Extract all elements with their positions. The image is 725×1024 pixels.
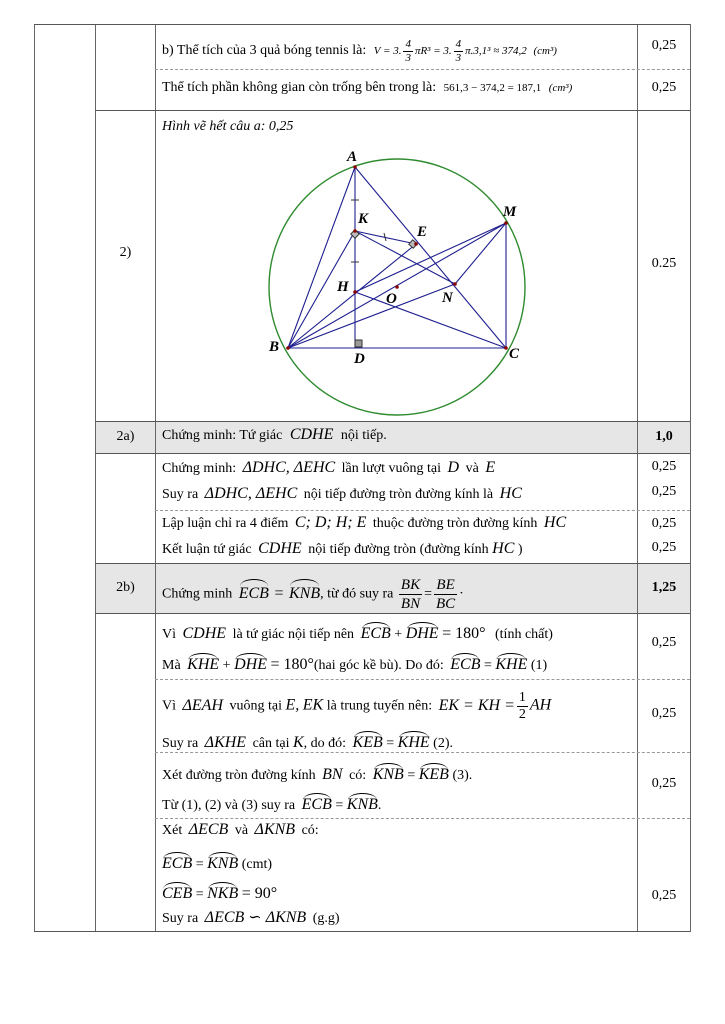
p1-score: 0,25	[651, 635, 677, 650]
text: (cmt)	[241, 857, 273, 872]
math: ΔKNB	[254, 821, 296, 838]
text: Chứng minh	[162, 586, 233, 602]
text: Xét	[162, 823, 183, 838]
angle: ECB	[162, 855, 193, 872]
text: nội tiếp đường tròn (đường kính	[308, 542, 489, 557]
angle: CEB	[162, 885, 193, 902]
row-2a-line-4	[162, 541, 523, 558]
row-2a-line-1	[162, 460, 495, 477]
text: Lập luận chỉ ra 4 điểm	[162, 516, 289, 531]
row-b-score: 0,25	[651, 38, 677, 53]
point-h	[353, 290, 357, 294]
row-2-score: 0.25	[651, 256, 677, 271]
frac-num: 4	[455, 38, 462, 50]
math: BN	[322, 766, 343, 783]
row-empty-text	[162, 80, 572, 96]
row-2a-label: 2a)	[116, 429, 135, 444]
empty-space-formula: 561,3 − 374,2 = 187,1	[443, 82, 542, 94]
angle: KEB	[418, 766, 449, 783]
text: và	[234, 823, 249, 838]
text: có:	[301, 823, 319, 838]
volume-formula	[373, 38, 557, 64]
angle: KNB	[289, 581, 320, 605]
frac-den: 3	[455, 52, 462, 64]
label-h: H	[337, 279, 349, 295]
segment-hm	[355, 223, 506, 292]
text: Vì	[162, 698, 176, 714]
math: C; D; H; E	[294, 514, 367, 531]
empty-space-label: Thể tích phần không gian còn trống bên trong là:	[162, 80, 437, 95]
math: ΔDHC, ΔEHC	[242, 459, 336, 476]
text: Từ (1), (2) và (3) suy ra	[162, 798, 296, 813]
math: E,	[285, 696, 300, 714]
point-m	[504, 221, 508, 225]
row-2a-line-3	[162, 515, 566, 532]
formula-mid: πR³ = 3.	[414, 45, 452, 58]
text: (hai góc kề bù). Do đó:	[313, 658, 444, 673]
math: CDHE	[289, 426, 334, 443]
text: (2).	[433, 736, 453, 751]
frac-num: BE	[434, 576, 457, 595]
row-2b-score: 1,25	[651, 580, 677, 595]
fraction	[434, 576, 457, 613]
point-a	[353, 165, 357, 169]
unit: (cm³)	[548, 82, 573, 94]
text: )	[517, 542, 523, 557]
table-col-divider-2	[155, 24, 156, 932]
label-o: O	[386, 291, 397, 307]
segment-kn	[355, 231, 455, 284]
text: , từ đó suy ra	[320, 586, 394, 602]
right-angle-d	[355, 340, 362, 347]
label-m: M	[503, 204, 517, 220]
p4-line-4	[162, 910, 340, 927]
label-n: N	[442, 290, 453, 306]
text: Suy ra	[162, 911, 199, 926]
label-a: A	[347, 149, 358, 165]
score-line-1: 0,25	[651, 459, 677, 474]
text: Chứng minh:	[162, 461, 237, 476]
row-2a-title	[162, 427, 387, 444]
math: HC	[499, 485, 522, 502]
frac-num: 1	[518, 690, 526, 705]
text: vuông tại	[229, 698, 282, 714]
text: lần lượt vuông tại	[341, 461, 442, 476]
math: CDHE	[182, 625, 227, 642]
text: Vì	[162, 627, 176, 642]
text: Xét đường tròn đường kính	[162, 768, 316, 783]
geometry-figure	[262, 140, 562, 425]
point-o	[395, 285, 399, 289]
point-e	[414, 242, 418, 246]
text: (g.g)	[312, 911, 340, 926]
unit: (cm³)	[533, 45, 557, 58]
point-k	[353, 229, 357, 233]
p2-score: 0,25	[651, 706, 677, 721]
angle: KHE	[187, 656, 220, 673]
angle: ECB	[239, 581, 269, 605]
p4-line-2: ECB = KNB (cmt)	[162, 855, 273, 872]
angle: DHE	[234, 656, 267, 673]
table-border-left	[34, 24, 35, 932]
frac-den: BC	[435, 596, 456, 612]
text: =	[274, 584, 284, 602]
angle: KNB	[207, 855, 239, 872]
math: E	[485, 459, 496, 476]
text: là trung tuyến nên:	[326, 698, 433, 714]
text: Chứng minh: Tứ giác	[162, 428, 283, 443]
angle: KNB	[372, 766, 404, 783]
math: AH	[529, 696, 552, 714]
row-2b-title: Chứng minh ECB = KNB, từ đó suy ra $\frac{BK}{BN}$ = $\frac{BE}{BC}$ ·	[162, 577, 464, 612]
angle: NKB	[207, 885, 239, 902]
frac-num: 4	[405, 38, 411, 50]
row-divider	[95, 563, 690, 564]
row-b-label: b) Thể tích của 3 quả bóng tennis là:	[162, 43, 367, 59]
fraction	[403, 38, 413, 65]
text: có:	[349, 768, 367, 783]
formula-rhs: π.3,1³ ≈ 374,2	[465, 45, 527, 58]
table-col-divider-3	[637, 24, 638, 932]
label-k: K	[358, 211, 369, 227]
angle: KEB	[352, 734, 383, 751]
fraction	[399, 576, 422, 613]
frac-den: 3	[405, 52, 411, 64]
math: CDHE	[258, 540, 302, 557]
angle: KNB	[346, 796, 378, 813]
math: HC	[543, 514, 567, 531]
row-divider	[155, 818, 690, 819]
text: và	[465, 461, 479, 476]
label-c: C	[509, 346, 520, 362]
score-line-2: 0,25	[651, 484, 677, 499]
label-d: D	[354, 351, 365, 367]
text: thuộc đường tròn đường kính	[372, 516, 538, 531]
row-divider	[155, 510, 690, 511]
p3-score: 0,25	[651, 776, 677, 791]
math: ΔKHE	[204, 734, 247, 751]
math: ΔECB	[188, 821, 229, 838]
p4-score: 0,25	[651, 888, 677, 903]
p1-line-2: Mà KHE + DHE = 180°(hai góc kề bù). Do đó: ECB = KHE (1)	[162, 656, 548, 673]
row-2-label: 2)	[119, 245, 132, 260]
text: cân tại	[252, 736, 290, 751]
text: , do đó:	[303, 736, 347, 751]
text: .	[377, 798, 382, 813]
text: nội tiếp.	[340, 428, 387, 443]
text: (tính chất)	[495, 627, 553, 642]
p2-line-2: Suy ra ΔKHE cân tại K, do đó: KEB = KHE (2).	[162, 734, 453, 751]
segment-bn	[288, 284, 455, 348]
p4-line-1	[162, 822, 319, 839]
table-border-right	[690, 24, 691, 932]
math: ΔECB ∽ ΔKNB	[204, 909, 307, 926]
row-divider	[95, 110, 690, 111]
row-divider	[95, 613, 690, 614]
text: (1)	[530, 658, 548, 673]
p3-line-2: Từ (1), (2) và (3) suy ra ECB = KNB.	[162, 796, 382, 813]
row-2b-label: 2b)	[116, 580, 135, 595]
angle: ECB	[450, 656, 481, 673]
row-divider	[155, 679, 690, 680]
row-divider	[155, 752, 690, 753]
math: EK = KH =	[438, 696, 515, 714]
text: nội tiếp đường tròn đường kính là	[303, 487, 494, 502]
p4-line-3: CEB = NKB = 90°	[162, 885, 278, 902]
math: ΔEAH	[182, 696, 223, 714]
text: Kết luận tứ giác	[162, 542, 252, 557]
text: Suy ra	[162, 736, 199, 751]
angle: KHE	[495, 656, 528, 673]
text: (3).	[452, 768, 473, 783]
math: HC	[492, 540, 515, 557]
angle: ECB	[301, 796, 332, 813]
text: là tứ giác nội tiếp nên	[232, 627, 355, 642]
math: EK	[302, 696, 324, 714]
p2-line-1	[162, 690, 551, 723]
row-b-text	[162, 38, 557, 65]
row-2a-score: 1,0	[655, 429, 673, 444]
frac-num: BK	[400, 577, 421, 593]
formula-lhs: V = 3.	[373, 45, 402, 58]
text: Suy ra	[162, 487, 199, 502]
p1-line-1: Vì CDHE là tứ giác nội tiếp nên ECB + DHE = 180° (tính chất)	[162, 625, 553, 642]
fraction	[454, 38, 464, 65]
math: = 180°	[442, 625, 486, 642]
text: ·	[459, 586, 464, 602]
label-b: B	[269, 339, 280, 355]
label-e: E	[417, 224, 428, 240]
angle: ECB	[360, 625, 391, 642]
point-c	[504, 346, 508, 350]
math: = 90°	[241, 885, 278, 902]
point-b	[286, 346, 290, 350]
frac-den: BN	[400, 596, 421, 612]
math: ΔDHC, ΔEHC	[204, 485, 298, 502]
row-empty-score: 0,25	[651, 80, 677, 95]
angle: KHE	[397, 734, 430, 751]
row-2a-line-2	[162, 486, 522, 503]
score-line-3: 0,25	[651, 516, 677, 531]
segment-nm	[455, 223, 506, 284]
text: Mà	[162, 658, 181, 673]
fraction	[517, 690, 528, 723]
p3-line-1: Xét đường tròn đường kính BN có: KNB = KEB (3).	[162, 766, 473, 783]
table-col-divider-1	[95, 24, 96, 932]
figure-note: Hình vẽ hết câu a: 0,25	[162, 119, 294, 134]
row-divider	[155, 69, 690, 70]
table-border-top	[34, 24, 690, 25]
angle: DHE	[405, 625, 439, 642]
point-n	[453, 282, 457, 286]
row-divider	[95, 453, 690, 454]
table-border-bottom	[34, 931, 690, 932]
math: K	[292, 734, 304, 751]
score-line-4: 0,25	[651, 540, 677, 555]
math: D	[447, 459, 460, 476]
math: = 180°	[270, 656, 314, 673]
frac-den: 2	[518, 707, 526, 722]
